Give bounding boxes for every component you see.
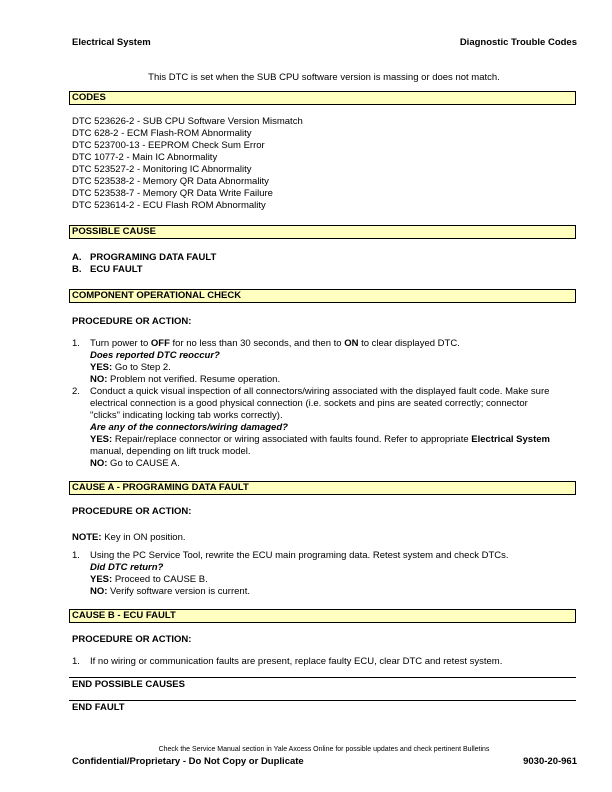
- step-question: Does reported DTC reoccur?: [90, 350, 220, 361]
- step-instruction: Using the PC Service Tool, rewrite the ECU main programing data. Retest system and check DTCs.: [90, 550, 509, 561]
- header-document-title: Diagnostic Trouble Codes: [459, 37, 577, 48]
- possible-cause-item: [72, 264, 216, 276]
- step-yes-continued: manual, depending on lift truck model.: [90, 446, 251, 457]
- section-header-possible-cause: POSSIBLE CAUSE: [69, 225, 576, 239]
- code-item: DTC 1077-2 - Main IC Abnormality: [72, 152, 218, 163]
- code-item: DTC 523538-2 - Memory QR Data Abnormality: [72, 176, 269, 187]
- step-instruction-line: "clicks" indicating locking tab works correctly).: [90, 410, 283, 421]
- cause-a-step-1: [72, 550, 577, 598]
- note: NOTE: Key in ON position.: [72, 532, 186, 543]
- codes-list: [72, 116, 303, 212]
- end-possible-causes: END POSSIBLE CAUSES: [72, 679, 185, 690]
- footer-confidential: Confidential/Proprietary - Do Not Copy or Duplicate: [72, 756, 304, 767]
- footer-note: Check the Service Manual section in Yale Axcess Online for possible updates and check pertinent Bulletins: [158, 746, 490, 753]
- procedure-title: PROCEDURE OR ACTION:: [72, 634, 192, 645]
- divider: [69, 677, 576, 678]
- code-item: DTC 523614-2 - ECU Flash ROM Abnormality: [72, 200, 266, 211]
- section-header-codes: CODES: [69, 91, 576, 105]
- step-number: 1.: [72, 656, 80, 667]
- code-item: DTC 523700-13 - EEPROM Check Sum Error: [72, 140, 265, 151]
- section-header-cause-b: CAUSE B - ECU FAULT: [69, 609, 576, 623]
- step-instruction: If no wiring or communication faults are present, replace faulty ECU, clear DTC and retest system.: [90, 656, 503, 667]
- step-no: NO: Problem not verified. Resume operation.: [90, 374, 281, 385]
- step-question: Did DTC return?: [90, 562, 164, 573]
- step-no: NO: Go to CAUSE A.: [90, 458, 180, 469]
- step-instruction-line: electrical connection is a good physical connection (i.e. sockets and pins are seated correctly; connector: [90, 398, 528, 409]
- cause-b-step-1: [72, 656, 577, 668]
- header-section-title: Electrical System: [72, 37, 151, 48]
- step-number: 1.: [72, 550, 80, 561]
- footer-page-number: 9030-20-961: [523, 756, 577, 767]
- divider: [69, 700, 576, 701]
- check-step-2: [72, 386, 577, 470]
- code-item: DTC 523626-2 - SUB CPU Software Version Mismatch: [72, 116, 303, 127]
- procedure-title: PROCEDURE OR ACTION:: [72, 316, 192, 327]
- check-step-1: [72, 338, 577, 386]
- section-header-cause-a: CAUSE A - PROGRAMING DATA FAULT: [69, 481, 576, 495]
- step-instruction-line: Conduct a quick visual inspection of all connectors/wiring associated with the displayed fault code. Make sure: [90, 386, 550, 397]
- code-item: DTC 523538-7 - Memory QR Data Write Failure: [72, 188, 273, 199]
- intro-text: This DTC is set when the SUB CPU software version is massing or does not match.: [148, 72, 500, 83]
- step-yes: YES: Proceed to CAUSE B.: [90, 574, 208, 585]
- possible-cause-list: [72, 252, 216, 276]
- section-header-component-check: COMPONENT OPERATIONAL CHECK: [69, 289, 576, 303]
- cause-text: ECU FAULT: [90, 264, 143, 275]
- code-item: DTC 628-2 - ECM Flash-ROM Abnormality: [72, 128, 252, 139]
- step-yes: YES: Repair/replace connector or wiring associated with faults found. Refer to appropriate Electrical System: [90, 434, 550, 445]
- cause-text: PROGRAMING DATA FAULT: [90, 252, 217, 263]
- procedure-title: PROCEDURE OR ACTION:: [72, 506, 192, 517]
- step-no: NO: Verify software version is current.: [90, 586, 250, 597]
- step-question: Are any of the connectors/wiring damaged?: [90, 422, 288, 433]
- step-number: 1.: [72, 338, 80, 349]
- possible-cause-item: [72, 252, 216, 264]
- end-fault: END FAULT: [72, 702, 125, 713]
- step-yes: YES: Go to Step 2.: [90, 362, 171, 373]
- cause-letter: A.: [72, 252, 82, 263]
- step-instruction: Turn power to OFF for no less than 30 seconds, and then to ON to clear displayed DTC.: [90, 338, 460, 349]
- cause-letter: B.: [72, 264, 82, 275]
- step-number: 2.: [72, 386, 80, 397]
- code-item: DTC 523527-2 - Monitoring IC Abnormality: [72, 164, 252, 175]
